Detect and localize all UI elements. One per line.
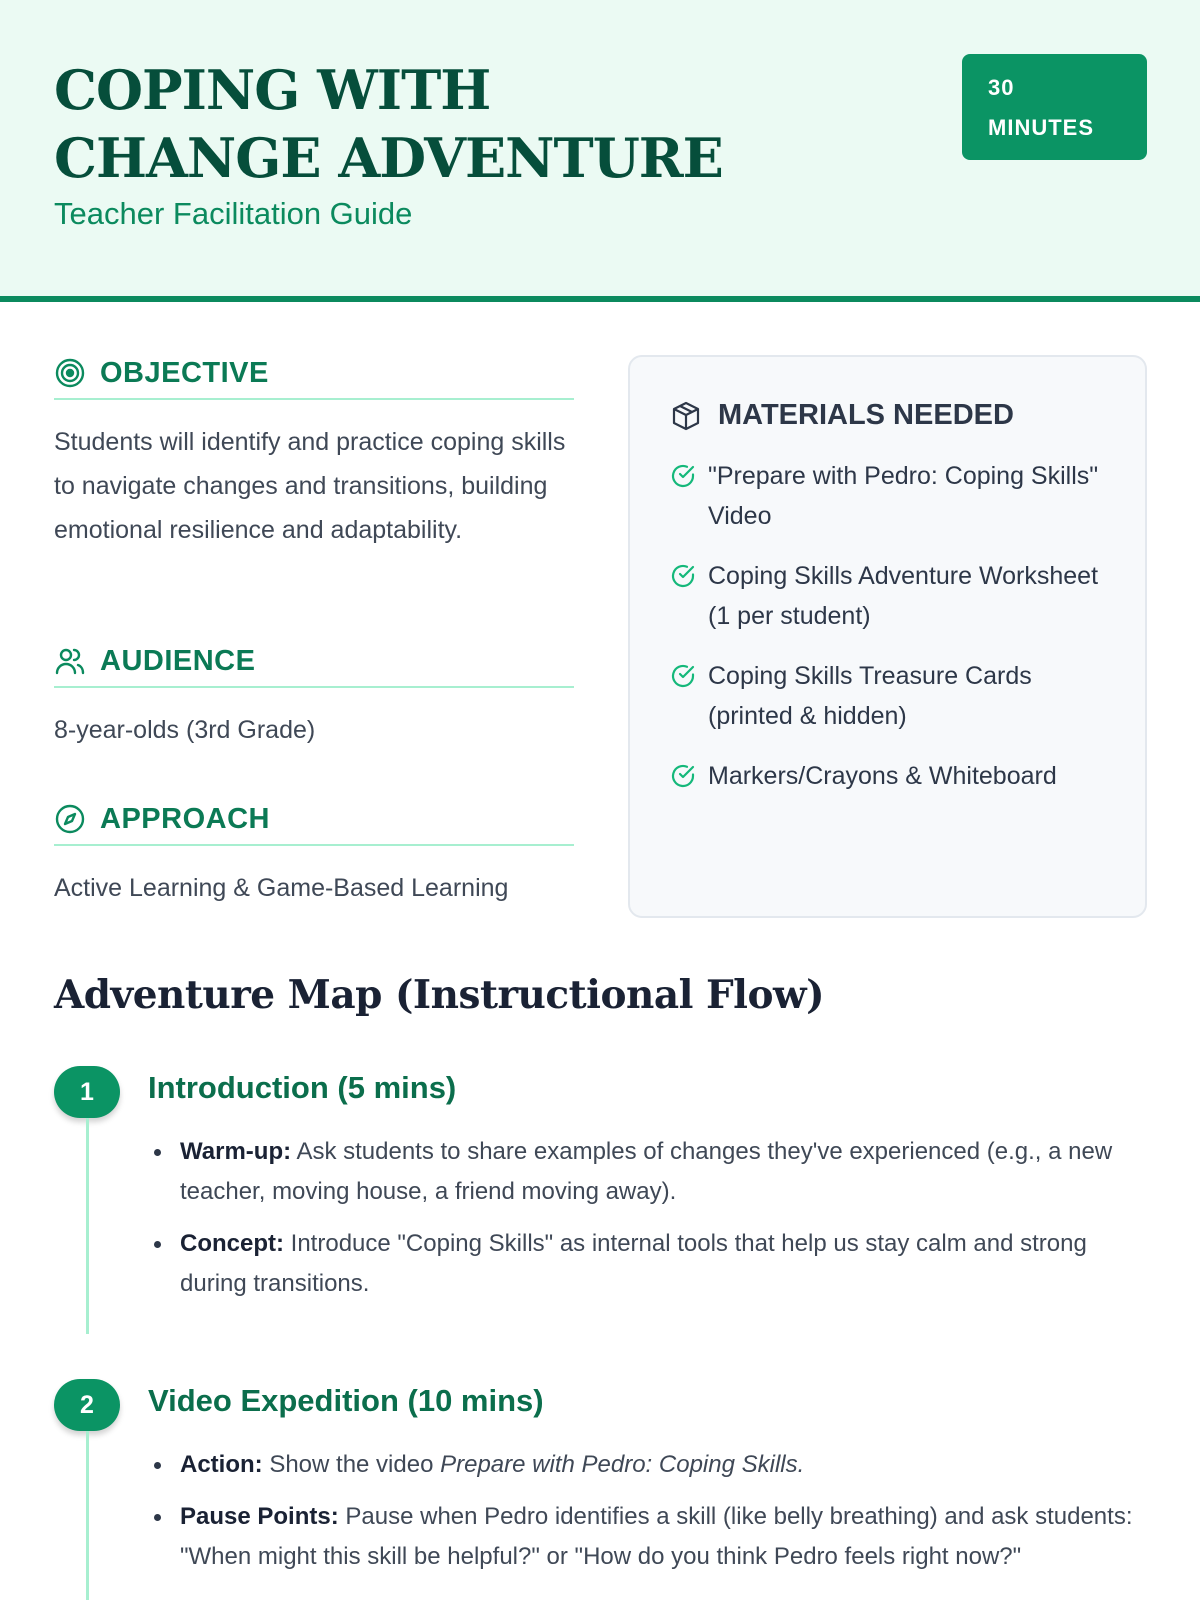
material-text: Markers/Crayons & Whiteboard xyxy=(708,762,1057,790)
flow-step xyxy=(54,1066,1154,1336)
material-item xyxy=(670,456,1105,536)
duration-badge: 30 MINUTES xyxy=(962,54,1147,160)
approach-header xyxy=(54,800,574,846)
approach-text: Active Learning & Game-Based Learning xyxy=(54,874,509,902)
step-number-badge: 2 xyxy=(54,1379,120,1431)
flow-title: Adventure Map (Instructional Flow) xyxy=(54,972,825,1018)
target-icon xyxy=(54,357,86,389)
page-subtitle: Teacher Facilitation Guide xyxy=(54,196,413,231)
bullet-text: Pause when Pedro identifies a skill (like belly breathing) and ask students: "When might this skill be helpful?" or "How do you think Pedro feels right now?" xyxy=(180,1503,1133,1570)
material-item xyxy=(670,756,1105,796)
audience-section xyxy=(54,642,574,752)
flow-step xyxy=(54,1379,1154,1600)
check-circle-icon xyxy=(670,663,696,689)
objective-header xyxy=(54,354,574,400)
objective-heading: OBJECTIVE xyxy=(100,356,269,389)
materials-heading: MATERIALS NEEDED xyxy=(718,399,1014,431)
step-connector-line xyxy=(86,1431,89,1600)
bullet-text: Ask students to share examples of changes they've experienced (e.g., a new teacher, moving house, a friend moving away). xyxy=(180,1138,1113,1205)
audience-header xyxy=(54,642,574,688)
approach-heading: APPROACH xyxy=(100,802,270,835)
box-icon xyxy=(670,400,702,432)
compass-icon xyxy=(54,803,86,835)
material-text: Coping Skills Adventure Worksheet (1 per student) xyxy=(708,562,1099,630)
page-title: COPING WITH CHANGE ADVENTURE xyxy=(54,58,723,190)
material-text: "Prepare with Pedro: Coping Skills" Video xyxy=(708,462,1099,530)
page-header xyxy=(0,0,1200,302)
bullet-text: Show the video xyxy=(262,1451,441,1478)
check-circle-icon xyxy=(670,563,696,589)
bullet-label: Concept: xyxy=(180,1230,284,1257)
objective-text: Students will identify and practice coping skills to navigate changes and transitions, building emotional resilience and adaptability. xyxy=(54,428,566,544)
step-number-badge: 1 xyxy=(54,1066,120,1118)
step-bullet xyxy=(148,1445,1148,1485)
material-text: Coping Skills Treasure Cards (printed & hidden) xyxy=(708,662,1032,730)
users-icon xyxy=(54,645,86,677)
step-title: Video Expedition (10 mins) xyxy=(148,1383,544,1418)
audience-heading: AUDIENCE xyxy=(100,644,256,677)
material-item xyxy=(670,656,1105,736)
bullet-text: Introduce "Coping Skills" as internal tools that help us stay calm and strong during transitions. xyxy=(180,1230,1087,1297)
check-circle-icon xyxy=(670,463,696,489)
video-title: Prepare with Pedro: Coping Skills. xyxy=(440,1451,805,1478)
step-connector-line xyxy=(86,1118,89,1334)
bullet-label: Action: xyxy=(180,1451,263,1478)
check-circle-icon xyxy=(670,763,696,789)
step-bullet xyxy=(148,1132,1148,1212)
step-bullet xyxy=(148,1224,1148,1304)
materials-card xyxy=(628,355,1147,918)
audience-text: 8-year-olds (3rd Grade) xyxy=(54,716,316,744)
bullet-label: Warm-up: xyxy=(180,1138,292,1165)
step-title: Introduction (5 mins) xyxy=(148,1070,457,1105)
step-bullet-list xyxy=(148,1445,1148,1589)
step-bullet xyxy=(148,1497,1148,1577)
materials-header xyxy=(670,399,1105,432)
material-item xyxy=(670,556,1105,636)
objective-section xyxy=(54,354,574,552)
step-bullet-list xyxy=(148,1132,1148,1316)
bullet-label: Pause Points: xyxy=(180,1503,339,1530)
approach-section xyxy=(54,800,574,910)
